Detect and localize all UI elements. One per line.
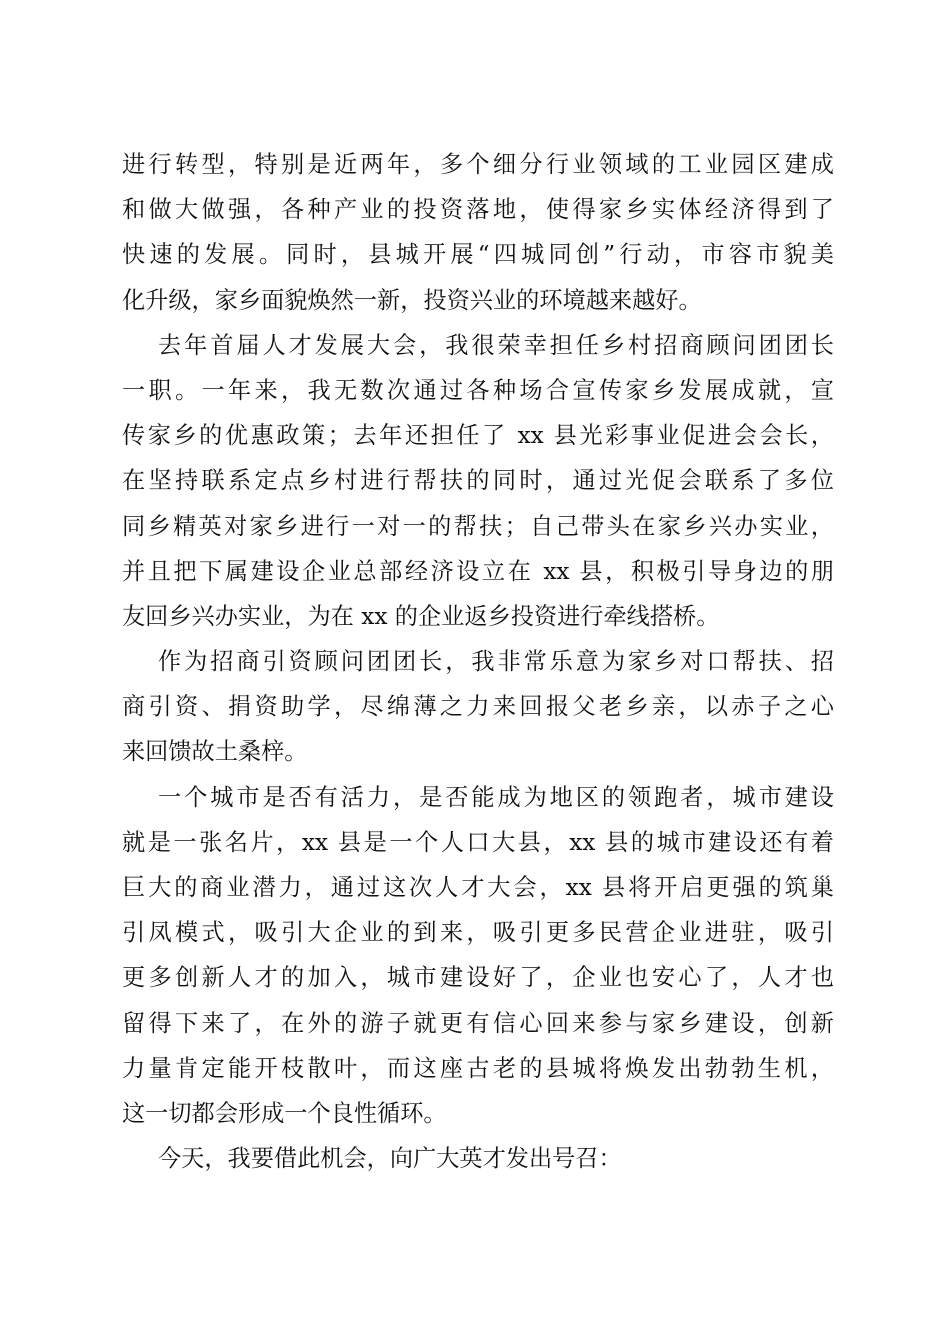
text-line: 化升级，家乡面貌焕然一新，投资兴业的环境越来越好。: [122, 286, 702, 314]
text-line: 去年首届人才发展大会，我很荣幸担任乡村招商顾问团团长: [158, 331, 834, 359]
text-line: 一个城市是否有活力，是否能成为地区的领跑者，城市建设: [158, 783, 834, 811]
text-line: 快速的发展。同时，县城开展“四城同创”行动，市容市貌美: [122, 241, 834, 269]
text-line: 这一切都会形成一个良性循环。: [122, 1099, 447, 1127]
text-line: 就是一张名片，xx 县是一个人口大县，xx 县的城市建设还有着: [122, 828, 834, 856]
text-line: 作为招商引资顾问团团长，我非常乐意为家乡对口帮扶、招: [158, 648, 834, 676]
text-line: 友回乡兴办实业，为在 xx 的企业返乡投资进行牵线搭桥。: [122, 602, 720, 630]
text-line: 留得下来了，在外的游子就更有信心回来参与家乡建设，创新: [122, 1009, 834, 1037]
text-line: 并且把下属建设企业总部经济设立在 xx 县，积极引导身边的朋: [122, 557, 834, 585]
text-line: 进行转型，特别是近两年，多个细分行业领域的工业园区建成: [122, 151, 834, 178]
text-line: 今天，我要借此机会，向广大英才发出号召：: [158, 1145, 622, 1173]
text-line: 传家乡的优惠政策；去年还担任了 xx 县光彩事业促进会会长，: [122, 422, 834, 450]
text-line: 一职。一年来，我无数次通过各种场合宣传家乡发展成就，宣: [122, 376, 834, 404]
text-line: 和做大做强，各种产业的投资落地，使得家乡实体经济得到了: [122, 196, 834, 224]
text-line: 同乡精英对家乡进行一对一的帮扶；自己带头在家乡兴办实业，: [122, 512, 834, 540]
document-body: [122, 142, 834, 1181]
text-line: 来回馈故土桑梓。: [122, 738, 308, 766]
text-line: 在坚持联系定点乡村进行帮扶的同时，通过光促会联系了多位: [122, 467, 834, 495]
text-line: 力量肯定能开枝散叶，而这座古老的县城将焕发出勃勃生机，: [122, 1054, 834, 1082]
text-line: 商引资、捐资助学，尽绵薄之力来回报父老乡亲，以赤子之心: [122, 693, 834, 721]
text-line: 引凤模式，吸引大企业的到来，吸引更多民营企业进驻，吸引: [122, 919, 834, 947]
text-line: 更多创新人才的加入，城市建设好了，企业也安心了，人才也: [122, 964, 834, 992]
text-line: 巨大的商业潜力，通过这次人才大会，xx 县将开启更强的筑巢: [122, 874, 834, 901]
